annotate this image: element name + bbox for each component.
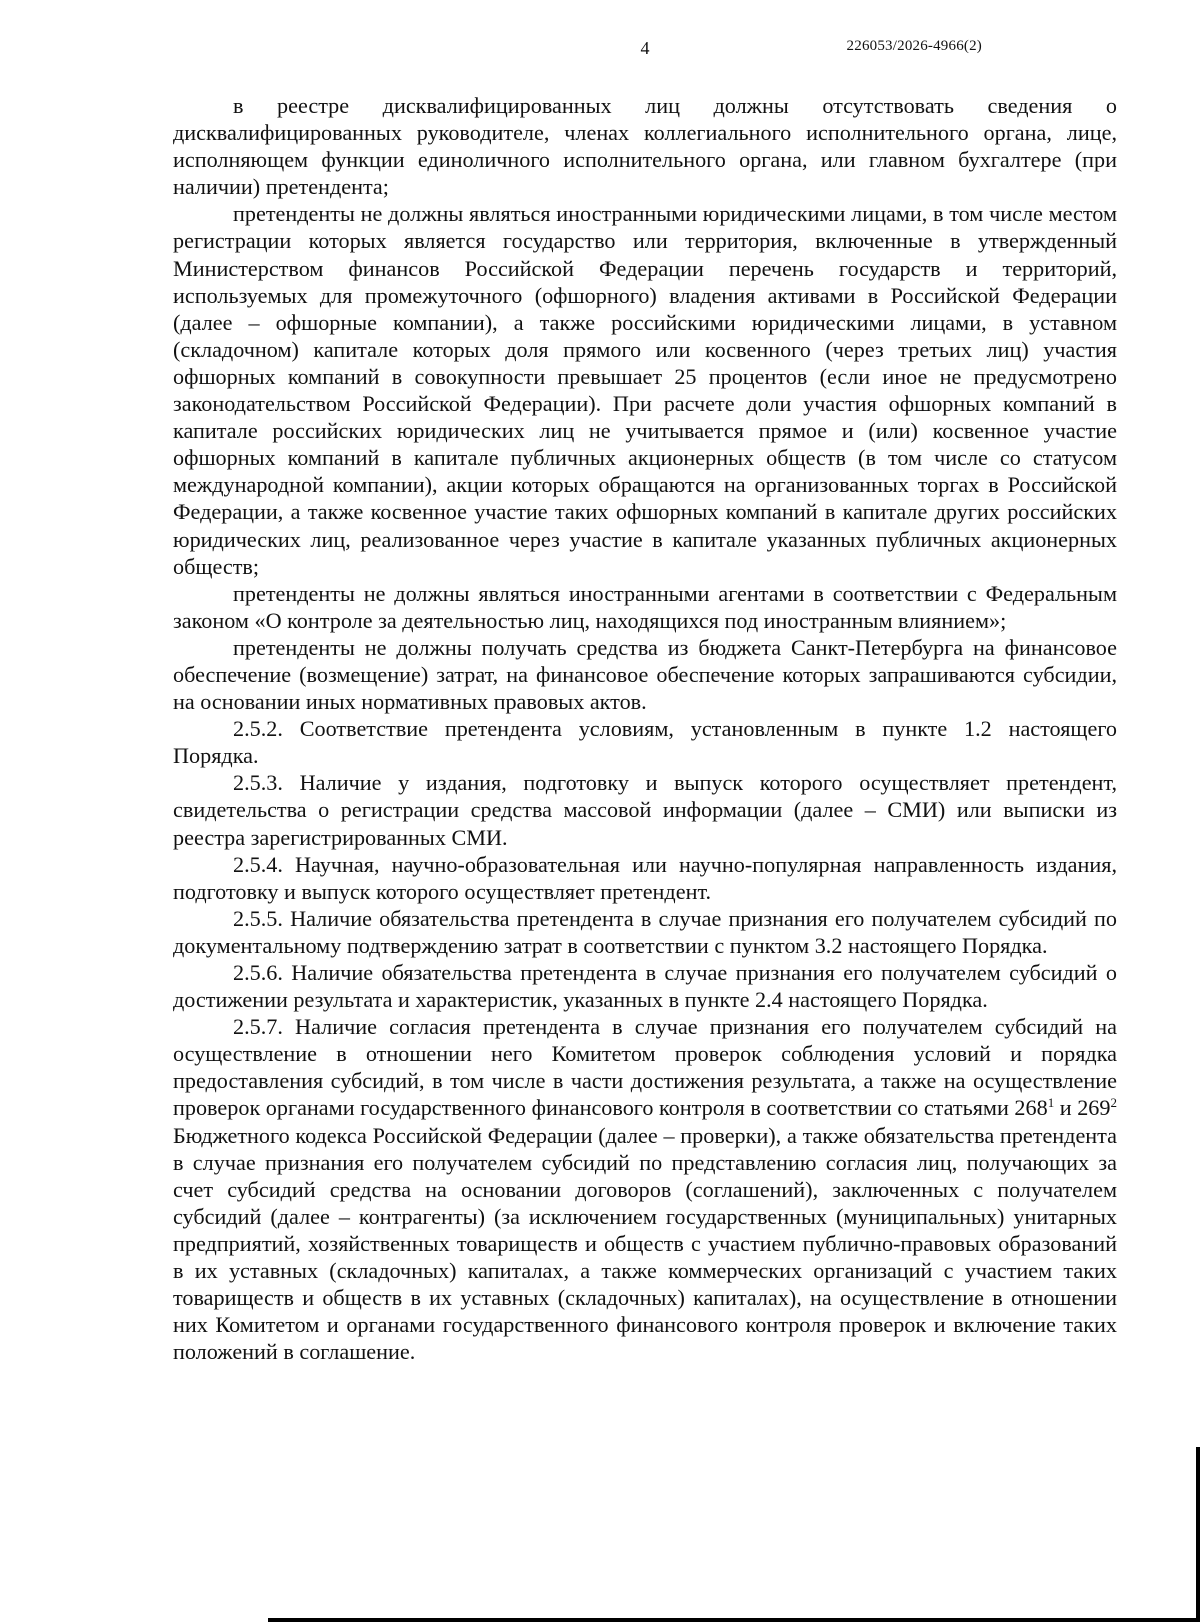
- scan-border-bottom: [268, 1618, 1200, 1622]
- document-body: [173, 92, 1117, 1365]
- paragraph-budget-funds: претенденты не должны получать средства из бюджета Санкт-Петербурга на финансовое обеспечение (возмещение) затрат, на финансовое обеспечение которых запрашиваются субсидии, на основании иных нормативных правовых актов.: [173, 634, 1117, 715]
- paragraph-offshore-companies: претенденты не должны являться иностранными юридическими лицами, в том числе местом регистрации которых является государство или территория, включенные в утвержденный Министерством финансов Российской Федерации перечень государств и территорий, используемых для промежуточного (офшорного) владения активами в Российской Федерации (далее – офшорные компании), а также российскими юридическими лицами, в уставном (складочном) капитале которых доля прямого или косвенного (через третьих лиц) участия офшорных компаний в совокупности превышает 25 процентов (если иное не предусмотрено законодательством Российской Федерации). При расчете доли участия офшорных компаний в капитале российских юридических лиц не учитывается прямое и (или) косвенное участие офшорных компаний в капитале публичных акционерных обществ (в том числе со статусом международной компании), акции которых обращаются на организованных торгах в Российской Федерации, а также косвенное участие таких офшорных компаний в капитале других российских юридических лиц, реализованное через участие в капитале указанных публичных акционерных обществ;: [173, 201, 1117, 579]
- superscript-2: 2: [1110, 1095, 1117, 1111]
- paragraph-2-5-6: 2.5.6. Наличие обязательства претендента в случае признания его получателем субсидий о достижении результата и характеристик, указанных в пункте 2.4 настоящего Порядка.: [173, 960, 1117, 1013]
- paragraph-2-5-7: [173, 1013, 1117, 1365]
- paragraph-2-5-3: 2.5.3. Наличие у издания, подготовку и выпуск которого осуществляет претендент, свидетельства о регистрации средства массовой информации (далее – СМИ) или выписки из реестра зарегистрированных СМИ.: [173, 770, 1117, 850]
- paragraph-2-5-4: 2.5.4. Научная, научно-образовательная или научно-популярная направленность издания, подготовку и выпуск которого осуществляет претендент.: [173, 851, 1117, 904]
- scan-border-right: [1196, 1447, 1200, 1622]
- document-id: 226053/2026-4966(2): [846, 38, 982, 54]
- paragraph-2-5-2: 2.5.2. Соответствие претендента условиям, установленным в пункте 1.2 настоящего Порядка.: [173, 716, 1117, 769]
- paragraph-2-5-7-part1: 2.5.7. Наличие согласия претендента в случае признания его получателем субсидий на осуществление в отношении него Комитетом проверок соблюдения условий и порядка предоставления субсидий, в том числе в части достижения результата, а также на осуществление проверок органами государственного финансового контроля в соответствии со статьями 268: [173, 1014, 1117, 1121]
- paragraph-disqualified-registry: в реестре дисквалифицированных лиц должны отсутствовать сведения о дисквалифицированных руководителе, членах коллегиального исполнительного органа, лице, исполняющем функции единоличного исполнительного органа, или главном бухгалтере (при наличии) претендента;: [173, 93, 1117, 200]
- paragraph-foreign-agents: претенденты не должны являться иностранными агентами в соответствии с Федеральным законом «О контроле за деятельностью лиц, находящихся под иностранным влиянием»;: [173, 580, 1117, 633]
- superscript-1: 1: [1047, 1095, 1055, 1111]
- paragraph-2-5-7-part2: и 269: [1054, 1095, 1111, 1121]
- paragraph-2-5-7-part3: Бюджетного кодекса Российской Федерации (далее – проверки), а также обязательства претендента в случае признания его получателем субсидий по представлению согласия лиц, получающих за счет субсидий средства на основании договоров (соглашений), заключенных с получателем субсидий (далее – контрагенты) (за исключением государственных (муниципальных) унитарных предприятий, хозяйственных товариществ и обществ с участием публично-правовых образований в их уставных (складочных) капиталах, а также коммерческих организаций с участием таких товариществ и обществ в их уставных (складочных) капиталах), на осуществление в отношении них Комитетом и органами государственного финансового контроля проверок и включение таких положений в соглашение.: [173, 1122, 1117, 1365]
- paragraph-2-5-5: 2.5.5. Наличие обязательства претендента в случае признания его получателем субсидий по документальному подтверждению затрат в соответствии с пунктом 3.2 настоящего Порядка.: [173, 905, 1117, 958]
- page-number: 4: [640, 38, 650, 58]
